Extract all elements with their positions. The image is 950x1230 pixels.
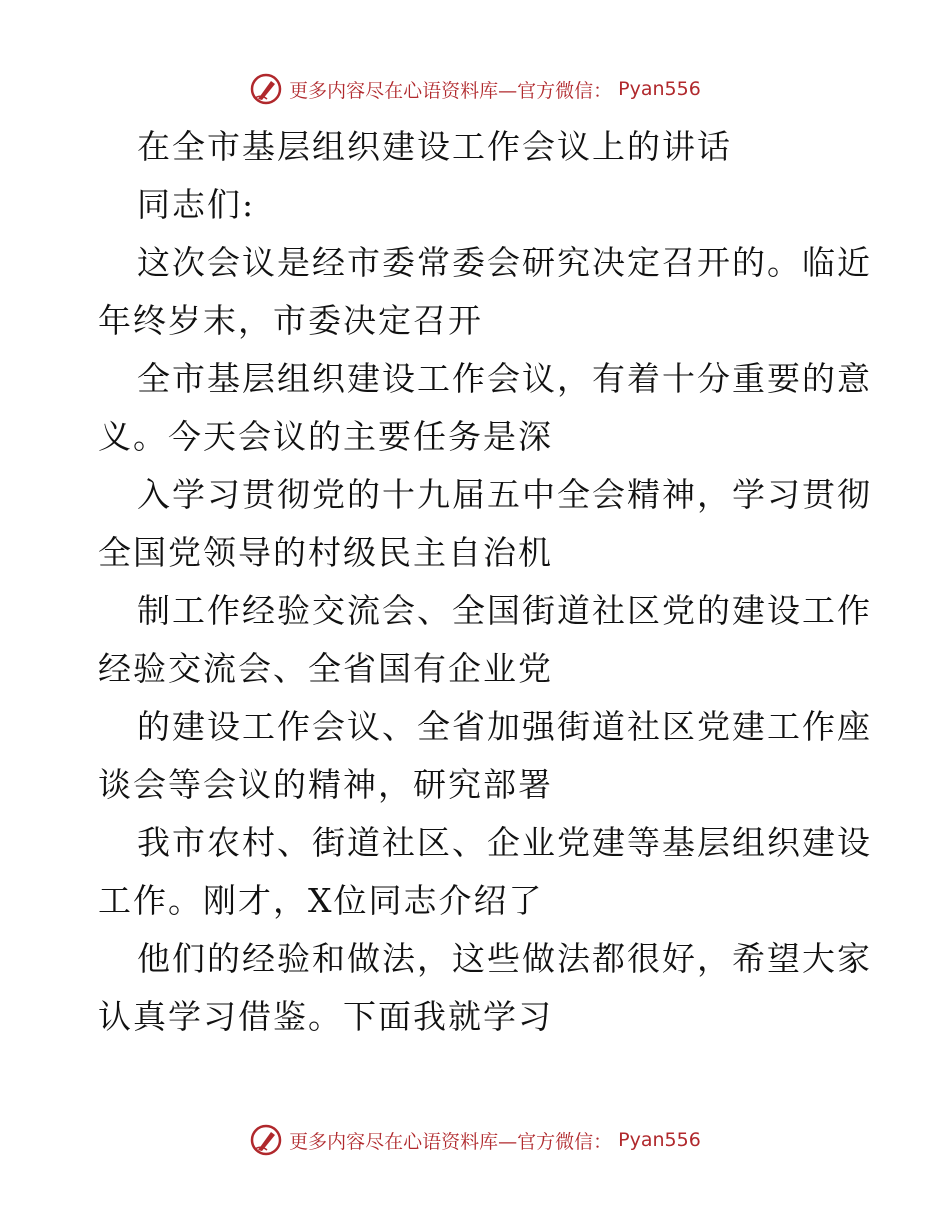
paragraph-line: 年终岁末，市委决定召开 xyxy=(98,301,483,340)
banner-text: 更多内容尽在心语资料库—官方微信： xyxy=(289,79,613,102)
quill-pen-logo-icon xyxy=(249,72,283,106)
paragraph-line: 他们的经验和做法，这些做法都很好，希望大家 xyxy=(137,939,872,978)
paragraph-line: 谈会等会议的精神，研究部署 xyxy=(98,765,553,804)
wechat-id: Pyan556 xyxy=(618,78,701,100)
footer-banner xyxy=(0,1123,950,1157)
paragraph-line: 入学习贯彻党的十九届五中全会精神，学习贯彻 xyxy=(137,475,872,514)
paragraph-line: 工作。刚才，X位同志介绍了 xyxy=(98,881,544,920)
paragraph-line: 义。今天会议的主要任务是深 xyxy=(98,417,553,456)
document-body xyxy=(98,118,872,1046)
paragraph-line: 认真学习借鉴。下面我就学习 xyxy=(98,997,553,1036)
paragraph-line: 这次会议是经市委常委会研究决定召开的。临近 xyxy=(137,243,872,282)
banner-text: 更多内容尽在心语资料库—官方微信： xyxy=(289,1130,613,1153)
paragraph-line: 我市农村、街道社区、企业党建等基层组织建设 xyxy=(137,823,872,862)
salutation: 同志们: xyxy=(137,185,256,224)
header-banner xyxy=(0,72,950,106)
paragraph-line: 的建设工作会议、全省加强街道社区党建工作座 xyxy=(137,707,872,746)
paragraph-line: 制工作经验交流会、全国街道社区党的建设工作 xyxy=(137,591,872,630)
paragraph-line: 全国党领导的村级民主自治机 xyxy=(98,533,553,572)
quill-pen-logo-icon xyxy=(249,1123,283,1157)
paragraph-line: 全市基层组织建设工作会议，有着十分重要的意 xyxy=(137,359,872,398)
paragraph-line: 经验交流会、全省国有企业党 xyxy=(98,649,553,688)
document-title: 在全市基层组织建设工作会议上的讲话 xyxy=(137,127,732,166)
wechat-id: Pyan556 xyxy=(618,1129,701,1151)
